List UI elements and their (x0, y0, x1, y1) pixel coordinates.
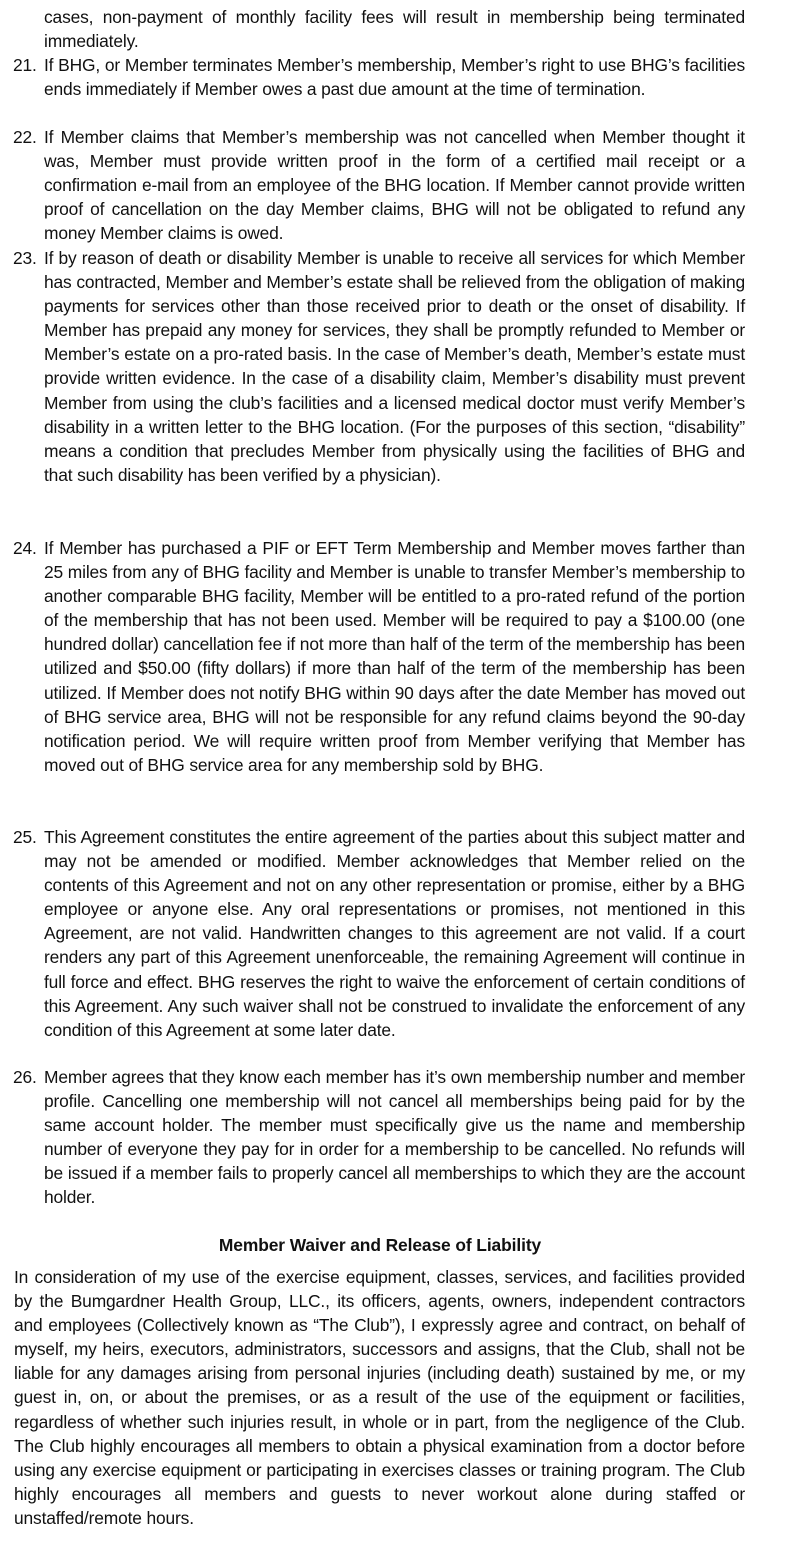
clause-21 (13, 53, 745, 101)
clause-text: This Agreement constitutes the entire agreement of the parties about this subject matter and may not be amended or modified. Member acknowledges that Member relied on the contents of this Agreement and not on any other representation or promise, either by a BHG employee or anyone else. Any oral representations or promises, not mentioned in this Agreement, are not valid. Handwritten changes to this agreement are not valid. If a court renders any part of this Agreement unenforceable, the remaining Agreement will continue in full force and effect. BHG reserves the right to waive the enforcement of certain conditions of this Agreement. Any such waiver shall not be construed to invalidate the enforcement of any condition of this Agreement at some later date. (44, 827, 745, 1040)
clause-24 (13, 536, 745, 777)
clause-number: 24. (13, 538, 37, 558)
clause-text: If Member has purchased a PIF or EFT Term Membership and Member moves farther than 25 miles from any of BHG facility and Member is unable to transfer Member’s membership to another comparable BHG facility, Member will be entitled to a pro-rated refund of the portion of the membership that has not been used. Member will be required to pay a $100.00 (one hundred dollar) cancellation fee if not more than half of the term of the membership has been utilized and $50.00 (fifty dollars) if more than half of the term of the membership has been utilized. If Member does not notify BHG within 90 days after the date Member has moved out of BHG service area, BHG will not be responsible for any refund claims beyond the 90-day notification period. We will require written proof from Member verifying that Member has moved out of BHG service area for any membership sold by BHG. (44, 538, 745, 775)
waiver-paragraph: In consideration of my use of the exercise equipment, classes, services, and facilities provided by the Bumgardner Health Group, LLC., its officers, agents, owners, independent contractors and employees (Collectively known as “The Club”), I expressly agree and contract, on behalf of myself, my heirs, executors, administrators, successors and assigns, that the Club, shall not be liable for any damages arising from personal injuries (including death) sustained by me, or my guest in, on, or about the premises, or as a result of the use of the equipment or facilities, regardless of whether such injuries result, in whole or in part, from the negligence of the Club. The Club highly encourages all members to obtain a physical examination from a doctor before using any exercise equipment or participating in exercises classes or training program. The Club highly encourages all members and guests to never workout alone during staffed or unstaffed/remote hours. (14, 1267, 745, 1528)
clause-text: If by reason of death or disability Member is unable to receive all services for which Member has contracted, Member and Member’s estate shall be relieved from the obligation of making payments for services other than those received prior to death or the onset of disability. If Member has prepaid any money for services, they shall be promptly refunded to Member or Member’s estate on a pro-rated basis. In the case of Member’s death, Member’s estate must provide written evidence. In the case of a disability claim, Member’s disability must prevent Member from using the club’s facilities and a licensed medical doctor must verify Member’s disability in a written letter to the BHG location. (For the purposes of this section, “disability” means a condition that precludes Member from physically using the facilities of BHG and that such disability has been verified by a physician). (44, 248, 745, 485)
clause-23 (13, 246, 745, 487)
clause-26 (13, 1065, 745, 1210)
continued-paragraph: cases, non-payment of monthly facility fees will result in membership being terminated immediately. (44, 7, 745, 52)
clause-text: If Member claims that Member’s membership was not cancelled when Member thought it was, Member must provide written proof in the form of a certified mail receipt or a confirmation e-mail from an employee of the BHG location. If Member cannot provide written proof of cancellation on the day Member claims, BHG will not be obligated to refund any money Member claims is owed. (44, 127, 745, 244)
clause-text: Member agrees that they know each member has it’s own membership number and member profile. Cancelling one membership will not cancel all memberships being paid for by the same account holder. The member must specifically give us the name and membership number of everyone they pay for in order for a membership to be cancelled. No refunds will be issued if a member fails to properly cancel all memberships to which they are the account holder. (44, 1067, 745, 1208)
clause-number: 21. (13, 55, 37, 75)
clause-number: 23. (13, 248, 37, 268)
clause-number: 25. (13, 827, 37, 847)
waiver-heading: Member Waiver and Release of Liability (218, 1235, 542, 1255)
clause-text: If BHG, or Member terminates Member’s membership, Member’s right to use BHG’s facilities ends immediately if Member owes a past due amount at the time of termination. (44, 55, 745, 100)
clause-number: 26. (13, 1067, 37, 1087)
clause-22 (13, 125, 745, 245)
clause-number: 22. (13, 127, 37, 147)
clause-25 (13, 825, 745, 1042)
